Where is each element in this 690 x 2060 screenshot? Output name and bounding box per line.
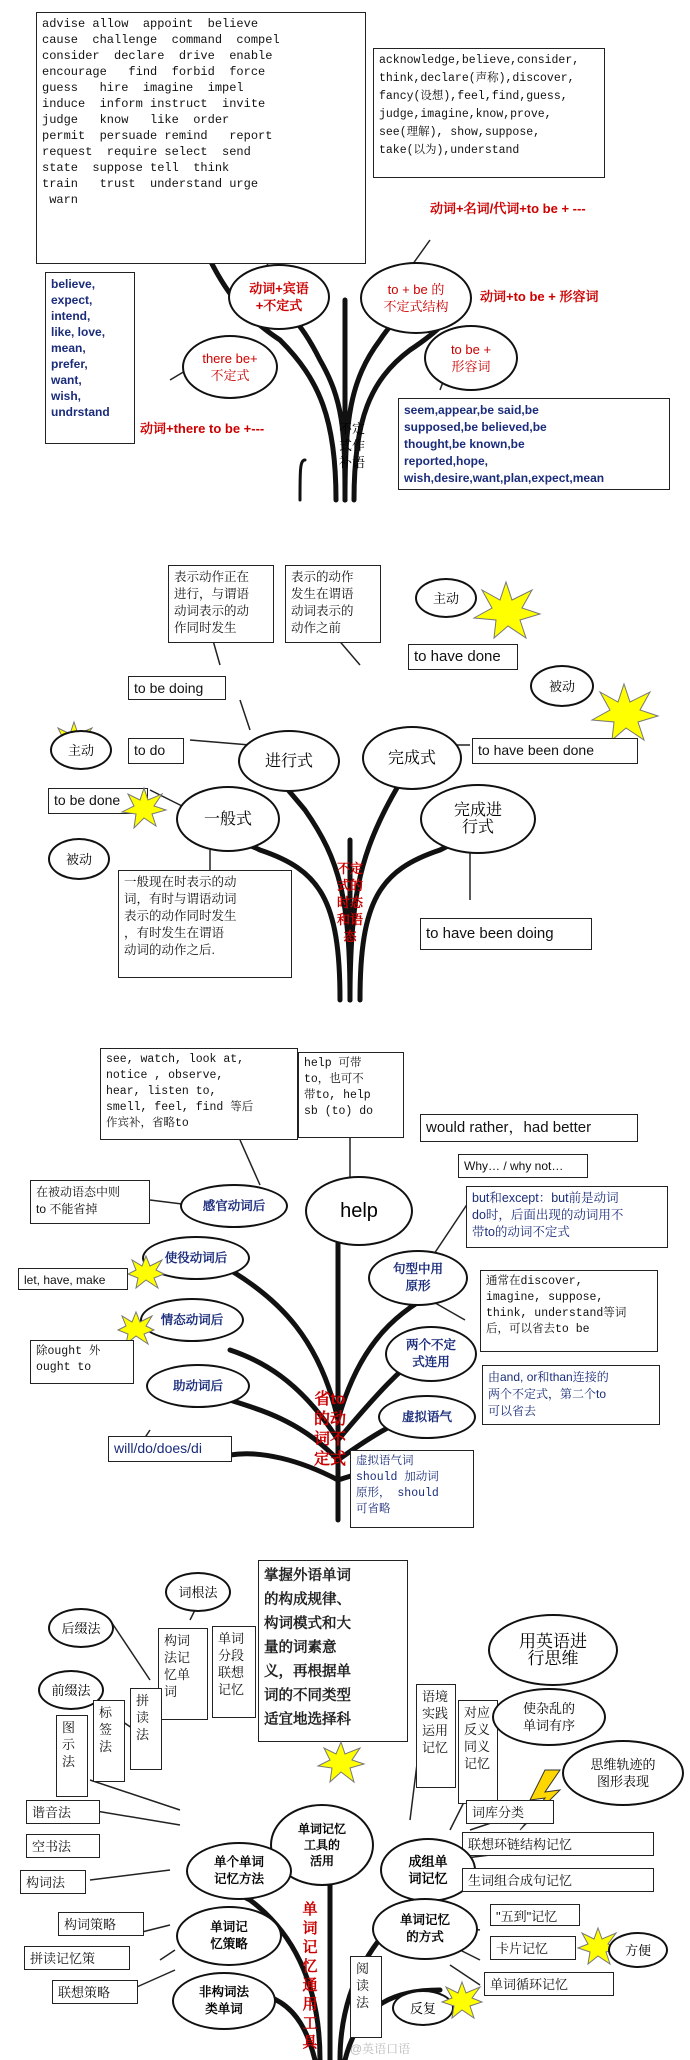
oval-tobe-adj: to be + 形容词: [424, 325, 518, 391]
order-words: 使杂乱的 单词有序: [492, 1688, 606, 1746]
ought-box: 除ought 外 ought to: [30, 1340, 134, 1384]
to-have-done: to have done: [408, 644, 518, 670]
causative-star-icon: [126, 1254, 166, 1290]
think-in-english: 用英语进 行思维: [488, 1614, 618, 1686]
method-star-icon: [316, 1740, 366, 1784]
active-oval-1: 主动: [415, 578, 477, 618]
let-have-make: let, have, make: [18, 1268, 128, 1290]
oval-two-infinitives: 两个不定 式连用: [385, 1326, 477, 1382]
convenient: 方便: [608, 1932, 668, 1968]
context-memory: 语境 实践 运用 记忆: [416, 1684, 456, 1788]
oval-help: help: [305, 1176, 413, 1246]
progressive-desc: 表示动作正在 进行，与谓语 动词表示的动 作同时发生: [168, 565, 274, 643]
why-box: Why… / why not…: [458, 1154, 588, 1178]
synonym-memory: 对应 反义 同义 记忆: [458, 1700, 498, 1804]
but-except-box: but和except：but前是动词 do时，后面出现的动词用不 带to的动词不定式: [466, 1186, 668, 1248]
card-memory: 卡片记忆: [490, 1936, 576, 1960]
oval-single-word: 单个单词 记忆方法: [186, 1842, 292, 1900]
label-method: 标 签 法: [93, 1700, 125, 1782]
and-or-than-box: 由and, or和than连接的 两个不定式，第二个to 可以省去: [482, 1365, 660, 1425]
oval-there-be: there be+ 不定式: [182, 335, 278, 399]
oval-memory-tool: 单词记忆 工具的 活用: [270, 1804, 374, 1886]
word-class: 词库分类: [466, 1800, 554, 1824]
oval-strategy: 单词记 忆策略: [176, 1906, 282, 1966]
cycle-memory: 单词循环记忆: [484, 1972, 614, 1996]
oval-sentence-pattern: 句型中用 原形: [368, 1250, 468, 1306]
help-box: help 可带 to，也可不 带to, help sb (to) do: [298, 1052, 404, 1138]
word-form-strategy: 构词策略: [58, 1912, 144, 1936]
review-star-icon: [440, 1980, 484, 2020]
to-be-done: to be done: [48, 788, 148, 814]
review: 反复: [392, 1990, 454, 2026]
active-oval-2: 主动: [50, 730, 112, 770]
trunk-label-3: 省to 的动 词不 定式: [313, 1391, 346, 1468]
acknowledge-verbs-box: acknowledge,believe,consider, think,declare(声称),discover, fancy(设想),feel,find,guess, judge,imagine,know,prove, see(理解), show,suppose, take(以为),understand: [373, 48, 605, 178]
passive-star-icon-2: [120, 786, 168, 830]
watermark: @英语口语: [350, 2042, 411, 2056]
homophone-method: 谐音法: [26, 1800, 100, 1824]
five-to-memory: "五到"记忆: [490, 1904, 580, 1926]
segment-memory: 单词 分段 联想 记忆: [212, 1626, 256, 1718]
method-box: 掌握外语单词 的构成规律、 构词模式和大 量的词素意 义，再根据单 词的不同类型 适宜地选择科: [258, 1560, 408, 1742]
root-method: 词根法: [165, 1572, 231, 1612]
there-be-note: 动词+there to be +---: [140, 421, 265, 436]
oval-auxiliary: 助动词后: [146, 1364, 250, 1408]
assoc-strategy: 联想策略: [52, 1980, 138, 2004]
seem-verbs-box: seem,appear,be said,be supposed,be believed,be thought,be known,be reported,hope, wish,desire,want,plan,expect,mean: [398, 398, 670, 490]
oval-memory-way: 单词记忆 的方式: [372, 1898, 478, 1960]
reading-method: 阅 读 法: [350, 1956, 382, 2038]
blank-method: 空书法: [26, 1834, 100, 1858]
will-do-box: will/do/does/di: [108, 1436, 232, 1462]
passive-oval-1: 被动: [530, 665, 594, 707]
passive-star-icon: [588, 682, 660, 742]
perfect-desc: 表示的动作 发生在谓语 动词表示的 动作之前: [285, 565, 381, 643]
wordform-memory: 构词 法记 忆单 词: [158, 1628, 208, 1720]
passive-oval-2: 被动: [48, 838, 110, 880]
trunk-label-4: 单 词 记 忆 通 用 工 具: [302, 1901, 318, 2051]
subjunctive-box: 虚拟语气词 should 加动词 原形， should 可省略: [350, 1450, 474, 1528]
oval-group-words: 成组单 词记忆: [380, 1838, 476, 1902]
oval-perfect: 完成式: [362, 726, 462, 790]
would-rather-box: would rather，had better: [420, 1114, 638, 1142]
oval-progressive: 进行式: [238, 730, 340, 792]
discover-box: 通常在discover, imagine, suppose, think, understand等词 后，可以省去to be: [480, 1270, 658, 1352]
thinking-track: 思维轨迹的 图形表现: [562, 1740, 684, 1806]
to-have-been-doing: to have been doing: [420, 918, 592, 950]
spell-read-strategy: 拼读记忆策: [24, 1946, 130, 1970]
to-have-been-done: to have been done: [472, 738, 638, 764]
passive-note: 在被动语态中则 to 不能省掉: [30, 1180, 150, 1224]
oval-modal: 情态动词后: [140, 1298, 244, 1342]
to-do: to do: [128, 738, 184, 764]
sense-verbs-box: see, watch, look at, notice , observe, hear, listen to, smell, feel, find 等后 作宾补，省略to: [100, 1048, 298, 1140]
verb-noun-tobe-note: 动词+名词/代词+to be + ---: [430, 201, 586, 216]
oval-tobe-inf: to + be 的 不定式结构: [360, 262, 472, 334]
chain-memory: 联想环链结构记忆: [462, 1832, 654, 1856]
believe-list: believe, expect, intend, like, love, mean, prefer, want, wish, undrstand: [45, 272, 135, 444]
to-be-doing: to be doing: [128, 676, 226, 700]
word-form-method: 构词法: [20, 1870, 86, 1894]
simple-desc: 一般现在时表示的动 词，有时与谓语动词 表示的动作同时发生 ，有时发生在谓语 动词的动作之后.: [118, 870, 292, 978]
verbs-box: advise allow appoint believe cause challenge command compel consider declare drive enable encourage find forbid force guess hire imagine impel induce inform instruct invite judge know like order permit persuade remind report request require select send state suppose tell think train trust understand urge warn: [36, 12, 366, 264]
oval-sense-verbs: 感官动词后: [180, 1184, 288, 1228]
diagram-method: 图 示 法: [56, 1715, 88, 1797]
trunk-label-1: 不定 式作 补语: [338, 421, 365, 470]
spell-method: 拼 读 法: [130, 1688, 162, 1770]
oval-causative: 使役动词后: [142, 1236, 250, 1280]
suffix-method: 后缀法: [48, 1608, 114, 1648]
oval-verb-object-inf: 动词+宾语 +不定式: [228, 264, 330, 330]
verb-tobe-adj-note: 动词+to be + 形容词: [480, 289, 599, 304]
oval-perfect-progressive: 完成进 行式: [420, 784, 536, 854]
non-wordform-words: 非构词法 类单词: [172, 1972, 276, 2030]
oval-simple: 一般式: [176, 786, 280, 852]
prefix-method: 前缀法: [38, 1670, 104, 1710]
oval-subjunctive: 虚拟语气: [378, 1395, 476, 1439]
trunk-label-2: 不定 式的 时态 和语 态: [336, 861, 363, 944]
active-star-icon: [470, 580, 542, 640]
combo-memory: 生词组合成句记忆: [462, 1868, 654, 1892]
